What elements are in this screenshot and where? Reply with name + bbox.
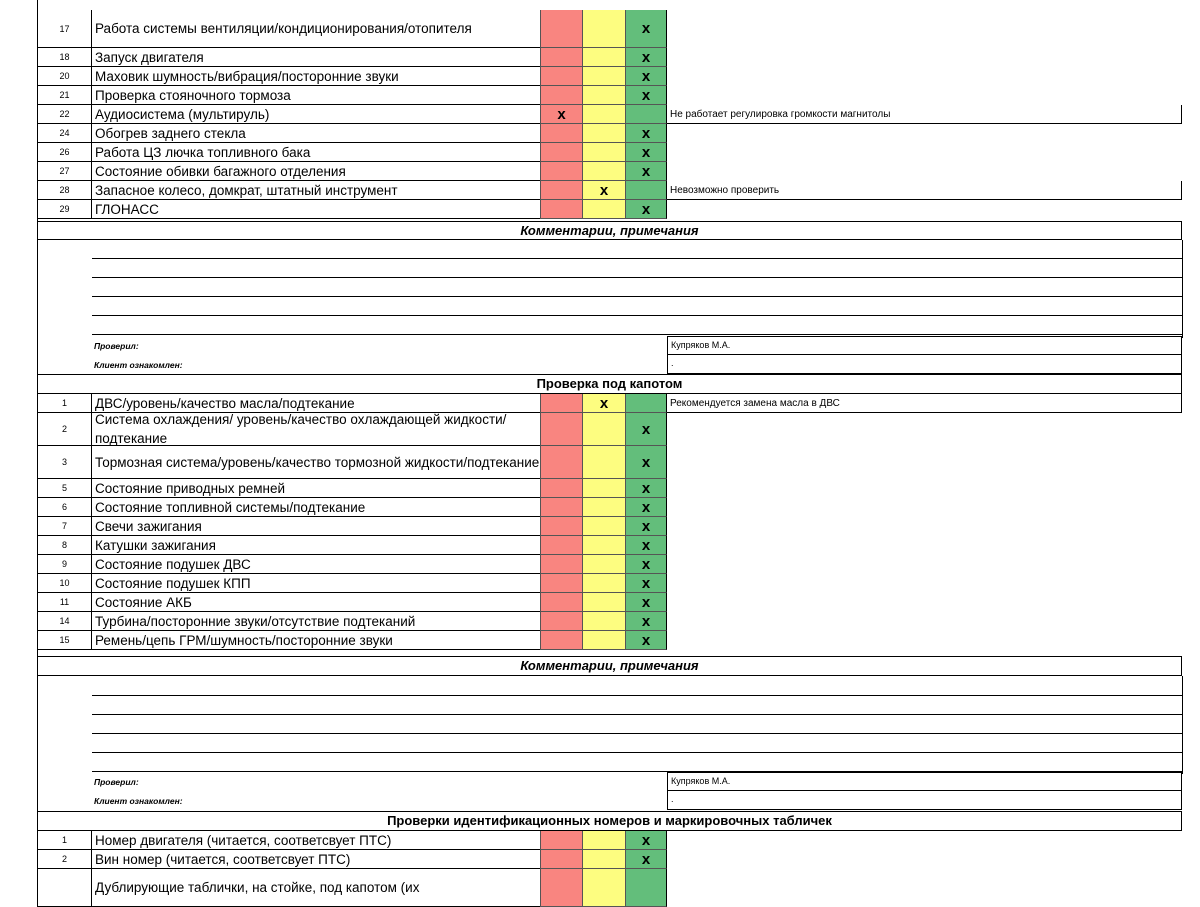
- green-status-cell[interactable]: x: [625, 48, 667, 67]
- client-value-1: .: [667, 355, 1182, 374]
- row-item-name: Состояние обивки багажного отделения: [92, 162, 540, 181]
- row-number: 1: [37, 394, 92, 413]
- comment-line: [92, 258, 1182, 259]
- yellow-status-cell[interactable]: [582, 631, 625, 650]
- row-note: Невозможно проверить: [667, 181, 1182, 200]
- red-status-cell[interactable]: x: [540, 105, 582, 124]
- row-note: [667, 574, 1182, 593]
- row-number: 21: [37, 86, 92, 105]
- table-row: [0, 413, 1200, 446]
- row-note: [667, 162, 1182, 181]
- table-row: [0, 850, 1200, 869]
- red-status-cell[interactable]: [540, 394, 582, 413]
- yellow-status-cell[interactable]: [582, 498, 625, 517]
- yellow-status-cell[interactable]: [582, 593, 625, 612]
- green-status-cell[interactable]: x: [625, 631, 667, 650]
- row-number: 20: [37, 67, 92, 86]
- row-item-name: Номер двигателя (читается, соответсвует ПТС): [92, 831, 540, 850]
- red-status-cell[interactable]: [540, 850, 582, 869]
- row-number: 18: [37, 48, 92, 67]
- row-number: 2: [37, 850, 92, 869]
- table-row: [0, 181, 1200, 200]
- yellow-status-cell[interactable]: [582, 162, 625, 181]
- row-item-name: Работа ЦЗ лючка топливного бака: [92, 143, 540, 162]
- row-number: 17: [37, 10, 92, 48]
- table-row: [0, 536, 1200, 555]
- row-number: 11: [37, 593, 92, 612]
- row-number: 15: [37, 631, 92, 650]
- green-status-cell[interactable]: x: [625, 479, 667, 498]
- row-note: [667, 86, 1182, 105]
- row-item-name: Вин номер (читается, соответсвует ПТС): [92, 850, 540, 869]
- row-note: [667, 67, 1182, 86]
- yellow-status-cell[interactable]: [582, 143, 625, 162]
- yellow-status-cell[interactable]: [582, 850, 625, 869]
- table-row: [0, 143, 1200, 162]
- row-number: 6: [37, 498, 92, 517]
- green-status-cell[interactable]: x: [625, 413, 667, 446]
- yellow-status-cell[interactable]: [582, 574, 625, 593]
- yellow-status-cell[interactable]: [582, 517, 625, 536]
- green-status-cell[interactable]: [625, 869, 667, 907]
- green-status-cell[interactable]: x: [625, 200, 667, 219]
- comment-line: [92, 315, 1182, 316]
- comment-line: [92, 695, 1182, 696]
- red-status-cell[interactable]: [540, 200, 582, 219]
- row-number: 9: [37, 555, 92, 574]
- row-number: 22: [37, 105, 92, 124]
- red-status-cell[interactable]: [540, 181, 582, 200]
- green-status-cell[interactable]: x: [625, 162, 667, 181]
- row-item-name: Система охлаждения/ уровень/качество охлаждающей жидкости/подтекание: [92, 413, 540, 446]
- row-note: [667, 831, 1182, 850]
- row-note: [667, 612, 1182, 631]
- yellow-status-cell[interactable]: x: [582, 394, 625, 413]
- green-status-cell[interactable]: [625, 105, 667, 124]
- yellow-status-cell[interactable]: [582, 555, 625, 574]
- row-item-name: Запуск двигателя: [92, 48, 540, 67]
- row-note: [667, 446, 1182, 479]
- green-status-cell[interactable]: x: [625, 831, 667, 850]
- comments-right-border-2: [1182, 676, 1183, 774]
- row-note: Рекомендуется замена масла в ДВС: [667, 394, 1182, 413]
- row-item-name: Тормозная система/уровень/качество тормозной жидкости/подтекание: [92, 446, 540, 479]
- green-status-cell[interactable]: x: [625, 536, 667, 555]
- red-status-cell[interactable]: [540, 869, 582, 907]
- row-number: 7: [37, 517, 92, 536]
- table-row: [0, 574, 1200, 593]
- green-status-cell[interactable]: [625, 394, 667, 413]
- row-item-name: Турбина/посторонние звуки/отсутствие подтеканий: [92, 612, 540, 631]
- table-row: [0, 631, 1200, 650]
- row-number: 29: [37, 200, 92, 219]
- yellow-status-cell[interactable]: [582, 67, 625, 86]
- row-number: 2: [37, 413, 92, 446]
- comments-header-1: Комментарии, примечания: [37, 221, 1182, 240]
- row-note: [667, 143, 1182, 162]
- yellow-status-cell[interactable]: [582, 536, 625, 555]
- checked-value-1: Купряков М.А.: [667, 336, 1182, 355]
- red-status-cell[interactable]: [540, 555, 582, 574]
- yellow-status-cell[interactable]: [582, 446, 625, 479]
- green-status-cell[interactable]: x: [625, 517, 667, 536]
- row-note: [667, 200, 1182, 219]
- row-item-name: ГЛОНАСС: [92, 200, 540, 219]
- comments-header-2: Комментарии, примечания: [37, 656, 1182, 676]
- row-number: 14: [37, 612, 92, 631]
- table-row: [0, 48, 1200, 67]
- table-row: [0, 555, 1200, 574]
- comment-line: [92, 277, 1182, 278]
- red-status-cell[interactable]: [540, 612, 582, 631]
- row-number: 10: [37, 574, 92, 593]
- red-status-cell[interactable]: [540, 10, 582, 48]
- green-status-cell[interactable]: x: [625, 10, 667, 48]
- row-item-name: Работа системы вентиляции/кондиционирования/отопителя: [92, 10, 540, 48]
- row-item-name: Свечи зажигания: [92, 517, 540, 536]
- under-hood-header: Проверка под капотом: [37, 374, 1182, 394]
- table-row: [0, 124, 1200, 143]
- table-row: [0, 105, 1200, 124]
- table-row: [0, 479, 1200, 498]
- comments-right-border-1: [1182, 240, 1183, 338]
- row-note: [667, 555, 1182, 574]
- row-item-name: Обогрев заднего стекла: [92, 124, 540, 143]
- client-label-2: Клиент ознакомлен:: [94, 796, 183, 806]
- green-status-cell[interactable]: x: [625, 574, 667, 593]
- row-number: 8: [37, 536, 92, 555]
- row-number: 27: [37, 162, 92, 181]
- table-row: [0, 612, 1200, 631]
- row-number: 26: [37, 143, 92, 162]
- table-row: [0, 593, 1200, 612]
- green-status-cell[interactable]: x: [625, 446, 667, 479]
- row-note: [667, 850, 1182, 869]
- red-status-cell[interactable]: [540, 536, 582, 555]
- red-status-cell[interactable]: [540, 86, 582, 105]
- table-row: [0, 67, 1200, 86]
- yellow-status-cell[interactable]: [582, 831, 625, 850]
- row-item-name: ДВС/уровень/качество масла/подтекание: [92, 394, 540, 413]
- row-note: [667, 10, 1182, 48]
- table-row: [0, 498, 1200, 517]
- row-item-name: Проверка стояночного тормоза: [92, 86, 540, 105]
- client-label-1: Клиент ознакомлен:: [94, 360, 183, 370]
- table-row: [0, 162, 1200, 181]
- comment-line: [92, 714, 1182, 715]
- green-status-cell[interactable]: [625, 181, 667, 200]
- table-row: [0, 869, 1200, 907]
- ids-header: Проверки идентификационных номеров и маркировочных табличек: [37, 811, 1182, 831]
- yellow-status-cell[interactable]: [582, 86, 625, 105]
- yellow-status-cell[interactable]: x: [582, 181, 625, 200]
- yellow-status-cell[interactable]: [582, 612, 625, 631]
- red-status-cell[interactable]: [540, 162, 582, 181]
- red-status-cell[interactable]: [540, 593, 582, 612]
- row-number: [37, 869, 92, 907]
- yellow-status-cell[interactable]: [582, 10, 625, 48]
- red-status-cell[interactable]: [540, 67, 582, 86]
- table-row: [0, 10, 1200, 48]
- green-status-cell[interactable]: x: [625, 86, 667, 105]
- row-note: Не работает регулировка громкости магнитолы: [667, 105, 1182, 124]
- red-status-cell[interactable]: [540, 143, 582, 162]
- red-status-cell[interactable]: [540, 831, 582, 850]
- yellow-status-cell[interactable]: [582, 48, 625, 67]
- row-number: 1: [37, 831, 92, 850]
- row-item-name: Запасное колесо, домкрат, штатный инструмент: [92, 181, 540, 200]
- green-status-cell[interactable]: x: [625, 124, 667, 143]
- red-status-cell[interactable]: [540, 124, 582, 143]
- red-status-cell[interactable]: [540, 574, 582, 593]
- table-row: [0, 86, 1200, 105]
- green-status-cell[interactable]: x: [625, 593, 667, 612]
- green-status-cell[interactable]: x: [625, 67, 667, 86]
- row-note: [667, 48, 1182, 67]
- row-note: [667, 498, 1182, 517]
- comment-line: [92, 334, 1182, 335]
- row-note: [667, 536, 1182, 555]
- comment-line: [92, 752, 1182, 753]
- red-status-cell[interactable]: [540, 446, 582, 479]
- row-item-name: Катушки зажигания: [92, 536, 540, 555]
- row-note: [667, 631, 1182, 650]
- row-item-name: Аудиосистема (мультируль): [92, 105, 540, 124]
- yellow-status-cell[interactable]: [582, 105, 625, 124]
- client-value-2: .: [667, 791, 1182, 810]
- green-status-cell[interactable]: x: [625, 850, 667, 869]
- red-status-cell[interactable]: [540, 498, 582, 517]
- row-item-name: Состояние подушек КПП: [92, 574, 540, 593]
- row-item-name: Состояние топливной системы/подтекание: [92, 498, 540, 517]
- row-item-name: Состояние подушек ДВС: [92, 555, 540, 574]
- red-status-cell[interactable]: [540, 413, 582, 446]
- red-status-cell[interactable]: [540, 517, 582, 536]
- checked-label-1: Проверил:: [94, 341, 139, 351]
- checked-label-2: Проверил:: [94, 777, 139, 787]
- checked-value-2: Купряков М.А.: [667, 772, 1182, 791]
- row-item-name: Состояние АКБ: [92, 593, 540, 612]
- green-status-cell[interactable]: x: [625, 143, 667, 162]
- comment-line: [92, 733, 1182, 734]
- green-status-cell[interactable]: x: [625, 498, 667, 517]
- row-note: [667, 413, 1182, 446]
- yellow-status-cell[interactable]: [582, 200, 625, 219]
- row-item-name: Ремень/цепь ГРМ/шумность/посторонние звуки: [92, 631, 540, 650]
- table-row: [0, 831, 1200, 850]
- row-item-name: Состояние приводных ремней: [92, 479, 540, 498]
- yellow-status-cell[interactable]: [582, 124, 625, 143]
- row-note: [667, 593, 1182, 612]
- red-status-cell[interactable]: [540, 48, 582, 67]
- table-row: [0, 394, 1200, 413]
- comment-line: [92, 296, 1182, 297]
- yellow-status-cell[interactable]: [582, 479, 625, 498]
- row-note: [667, 124, 1182, 143]
- yellow-status-cell[interactable]: [582, 413, 625, 446]
- green-status-cell[interactable]: x: [625, 612, 667, 631]
- table-row: [0, 446, 1200, 479]
- green-status-cell[interactable]: x: [625, 555, 667, 574]
- red-status-cell[interactable]: [540, 631, 582, 650]
- red-status-cell[interactable]: [540, 479, 582, 498]
- row-item-name: Маховик шумность/вибрация/посторонние звуки: [92, 67, 540, 86]
- row-number: 3: [37, 446, 92, 479]
- row-number: 28: [37, 181, 92, 200]
- yellow-status-cell[interactable]: [582, 869, 625, 907]
- table-row: [0, 517, 1200, 536]
- row-number: 5: [37, 479, 92, 498]
- row-note: [667, 479, 1182, 498]
- table-row: [0, 200, 1200, 219]
- row-note: [667, 869, 1182, 907]
- row-note: [667, 517, 1182, 536]
- row-item-name: Дублирующие таблички, на стойке, под капотом (их: [92, 869, 540, 907]
- row-number: 24: [37, 124, 92, 143]
